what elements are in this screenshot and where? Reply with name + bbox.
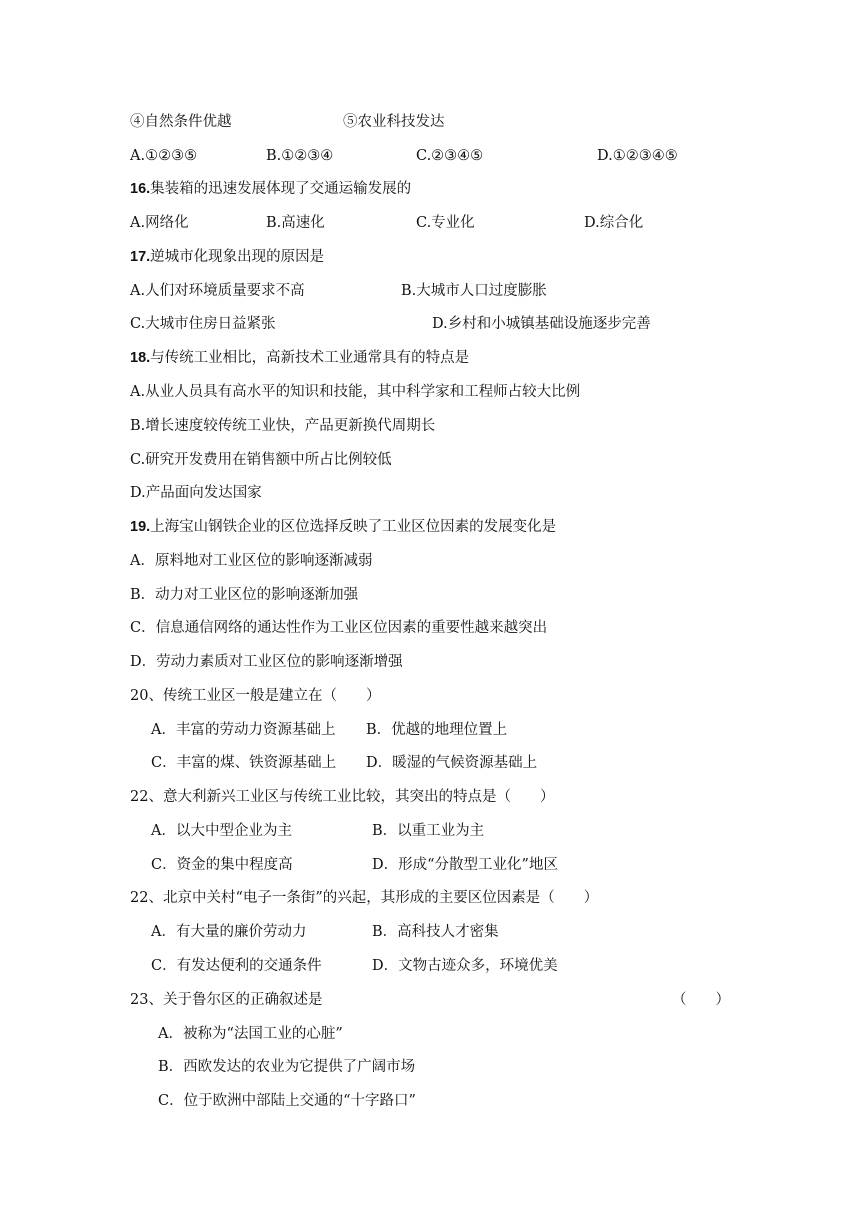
q22a-choice-c: C．资金的集中程度高 (151, 857, 293, 873)
q22a-choice-a: A．以大中型企业为主 (151, 823, 292, 839)
q15-option-4: ④自然条件优越 (130, 114, 232, 130)
q19-number: 19. (130, 519, 151, 535)
q22a-choice-d: D．形成“分散型工业化”地区 (372, 857, 558, 873)
q16-choice-b: B.高速化 (266, 215, 325, 231)
q22b-choice-c: C．有发达便利的交通条件 (151, 958, 322, 974)
q23-choice-c: C．位于欧洲中部陆上交通的“十字路口” (158, 1093, 416, 1109)
q17-choice-a: A.人们对环境质量要求不高 (130, 283, 305, 299)
q18-stem-line (130, 348, 469, 368)
q19-choice-b: B．动力对工业区位的影响逐渐加强 (130, 587, 359, 603)
q22a-stem: 22、意大利新兴工业区与传统工业比较，其突出的特点是（ ） (130, 789, 555, 805)
q16-number: 16. (130, 181, 151, 197)
q22b-choice-b: B．高科技人才密集 (372, 924, 499, 940)
q17-stem-line (130, 247, 324, 267)
q15-choice-d: D.①②③④⑤ (597, 148, 678, 164)
q16-choice-c: C.专业化 (416, 215, 475, 231)
q17-choice-b: B.大城市人口过度膨胀 (401, 283, 547, 299)
q17-stem: 逆城市化现象出现的原因是 (150, 249, 325, 265)
q16-choice-a: A.网络化 (130, 215, 189, 231)
q23-answer-bracket: （ ） (672, 992, 730, 1008)
q22a-choice-b: B．以重工业为主 (372, 823, 485, 839)
q20-choice-b: B．优越的地理位置上 (366, 722, 508, 738)
q15-choice-a: A.①②③⑤ (130, 148, 198, 164)
q22b-stem: 22、北京中关村“电子一条街”的兴起，其形成的主要区位因素是（ ） (130, 890, 599, 906)
q17-number: 17. (130, 249, 151, 265)
q19-stem: 上海宝山钢铁企业的区位选择反映了工业区位因素的发展变化是 (150, 519, 557, 535)
q18-choice-c: C.研究开发费用在销售额中所占比例较低 (130, 452, 392, 468)
q15-option-5: ⑤农业科技发达 (343, 114, 445, 130)
q16-stem: 集装箱的迅速发展体现了交通运输发展的 (150, 181, 412, 197)
q20-choice-d: D．暖湿的气候资源基础上 (366, 755, 538, 771)
q18-number: 18. (130, 350, 151, 366)
q18-choice-a: A.从业人员具有高水平的知识和技能，其中科学家和工程师占较大比例 (130, 384, 581, 400)
q19-choice-c: C．信息通信网络的通达性作为工业区位因素的重要性越来越突出 (130, 620, 548, 636)
q23-stem: 23、关于鲁尔区的正确叙述是 (130, 992, 323, 1008)
q17-choice-c: C.大城市住房日益紧张 (130, 316, 276, 332)
q18-choice-b: B.增长速度较传统工业快，产品更新换代周期长 (130, 418, 436, 434)
q19-choice-a: A．原料地对工业区位的影响逐渐减弱 (130, 553, 373, 569)
q23-choice-a: A．被称为“法国工业的心脏” (158, 1026, 343, 1042)
q16-choice-d: D.综合化 (584, 215, 644, 231)
q16-stem-line (130, 179, 411, 199)
q20-stem: 20、传统工业区一般是建立在（ ） (130, 688, 381, 704)
q23-choice-b: B．西欧发达的农业为它提供了广阔市场 (158, 1059, 416, 1075)
q20-choice-c: C．丰富的煤、铁资源基础上 (151, 755, 337, 771)
q22b-choice-d: D．文物古迹众多，环境优美 (372, 958, 558, 974)
q17-choice-d: D.乡村和小城镇基础设施逐步完善 (432, 316, 651, 332)
q19-stem-line (130, 517, 556, 537)
q18-choice-d: D.产品面向发达国家 (130, 485, 262, 501)
q19-choice-d: D．劳动力素质对工业区位的影响逐渐增强 (130, 654, 403, 670)
q18-stem: 与传统工业相比，高新技术工业通常具有的特点是 (150, 350, 470, 366)
q15-choice-b: B.①②③④ (266, 148, 334, 164)
q20-choice-a: A．丰富的劳动力资源基础上 (151, 722, 336, 738)
q15-choice-c: C.②③④⑤ (416, 148, 484, 164)
q22b-choice-a: A．有大量的廉价劳动力 (151, 924, 307, 940)
